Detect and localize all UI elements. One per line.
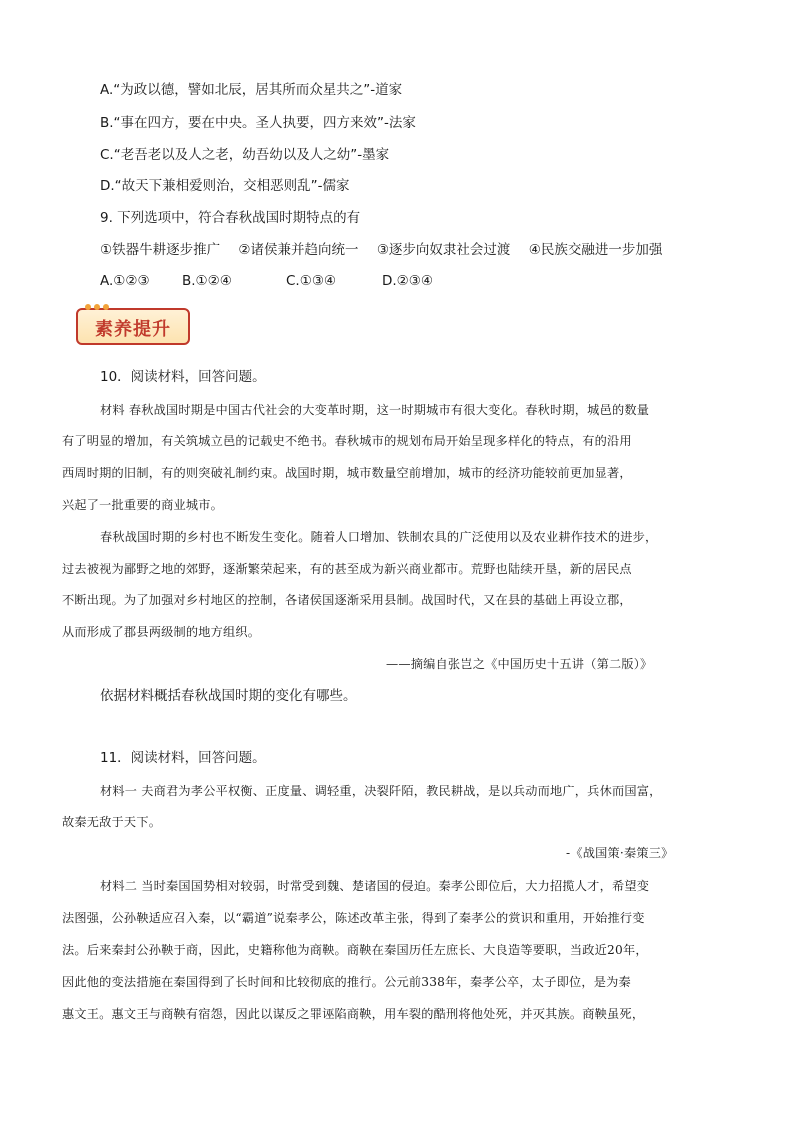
badge-dots-icon — [84, 303, 114, 311]
q9-choice: D.②③④ — [382, 273, 433, 289]
q10-p2-line: 不断出现。为了加强对乡村地区的控制，各诸侯国逐渐采用县制。战国时代，又在县的基础上再设立郡， — [62, 593, 632, 607]
q11-m1-source: -《战国策·秦策三》 — [566, 846, 674, 860]
q9-statement: ①铁器牛耕逐步推广 — [100, 242, 221, 258]
q9-choice: A.①②③ — [100, 273, 150, 289]
q9-statement: ④民族交融进一步加强 — [528, 242, 663, 258]
q10-question: 依据材料概括春秋战国时期的变化有哪些。 — [100, 688, 357, 704]
q11-m2-line: 惠文王。惠文王与商鞅有宿怨，因此以谋反之罪诬陷商鞅，用车裂的酷刑将他处死，并灭其族。商鞅虽死， — [62, 1007, 645, 1021]
q9-choice: C.①③④ — [286, 273, 337, 289]
q10-p1-line: 材料 春秋战国时期是中国古代社会的大变革时期，这一时期城市有很大变化。春秋时期，城邑的数量 — [100, 403, 650, 417]
q11-m1-line: 材料一 夫商君为孝公平权衡、正度量、调轻重，决裂阡陌，教民耕战，是以兵动而地广，兵休而国富， — [100, 784, 662, 798]
option-c: C.“老吾老以及人之老，幼吾幼以及人之幼”-墨家 — [100, 147, 390, 163]
option-a: A.“为政以德，譬如北辰，居其所而众星共之”-道家 — [100, 82, 403, 98]
q11-m2-line: 法图强，公孙鞅适应召入秦，以“霸道”说秦孝公，陈述改革主张，得到了秦孝公的赏识和重用，开始推行变 — [62, 911, 645, 925]
q9-stem: 9. 下列选项中，符合春秋战国时期特点的有 — [100, 210, 361, 226]
q11-m2-line: 法。后来秦封公孙鞅于商，因此，史籍称他为商鞅。商鞅在秦国历任左庶长、大良造等要职，当政近20年， — [62, 943, 648, 957]
option-b: B.“事在四方，要在中央。圣人执要，四方来效”-法家 — [100, 115, 416, 131]
q9-choice: B.①②④ — [182, 273, 232, 289]
q11-stem: 11．阅读材料，回答问题。 — [100, 750, 266, 766]
q9-statements — [100, 240, 662, 260]
q11-m2-line: 因此他的变法措施在秦国得到了长时间和比较彻底的推行。公元前338年，秦孝公卒，太子即位，是为秦 — [62, 975, 631, 989]
option-d: D.“故天下兼相爱则治，交相恶则乱”-儒家 — [100, 178, 350, 194]
section-badge-label: 素养提升 — [95, 319, 171, 340]
section-badge — [76, 308, 190, 345]
q10-p2-line: 春秋战国时期的乡村也不断发生变化。随着人口增加、铁制农具的广泛使用以及农业耕作技术的进步， — [100, 530, 658, 544]
q10-source: ——摘编自张岂之《中国历史十五讲（第二版）》 — [386, 657, 653, 671]
q10-p1-line: 有了明显的增加，有关筑城立邑的记载史不绝书。春秋城市的规划布局开始呈现多样化的特点，有的沿用 — [62, 434, 632, 448]
q10-p2-line: 从而形成了郡县两级制的地方组织。 — [62, 625, 261, 639]
q10-p1-line: 西周时期的旧制，有的则突破礼制约束。战国时期，城市数量空前增加，城市的经济功能较前更加显著， — [62, 466, 632, 480]
q10-stem: 10．阅读材料，回答问题。 — [100, 369, 266, 385]
q10-p1-line: 兴起了一批重要的商业城市。 — [62, 498, 224, 512]
q10-p2-line: 过去被视为鄙野之地的郊野，逐渐繁荣起来，有的甚至成为新兴商业都市。荒野也陆续开垦，新的居民点 — [62, 562, 632, 576]
q11-m2-line: 材料二 当时秦国国势相对较弱，时常受到魏、楚诸国的侵迫。秦孝公即位后，大力招揽人才，希望变 — [100, 879, 650, 893]
q9-statement: ③逐步向奴隶社会过渡 — [376, 242, 511, 258]
q11-m1-line: 故秦无敌于天下。 — [62, 815, 162, 829]
q9-statement: ②诸侯兼并趋向统一 — [238, 242, 359, 258]
